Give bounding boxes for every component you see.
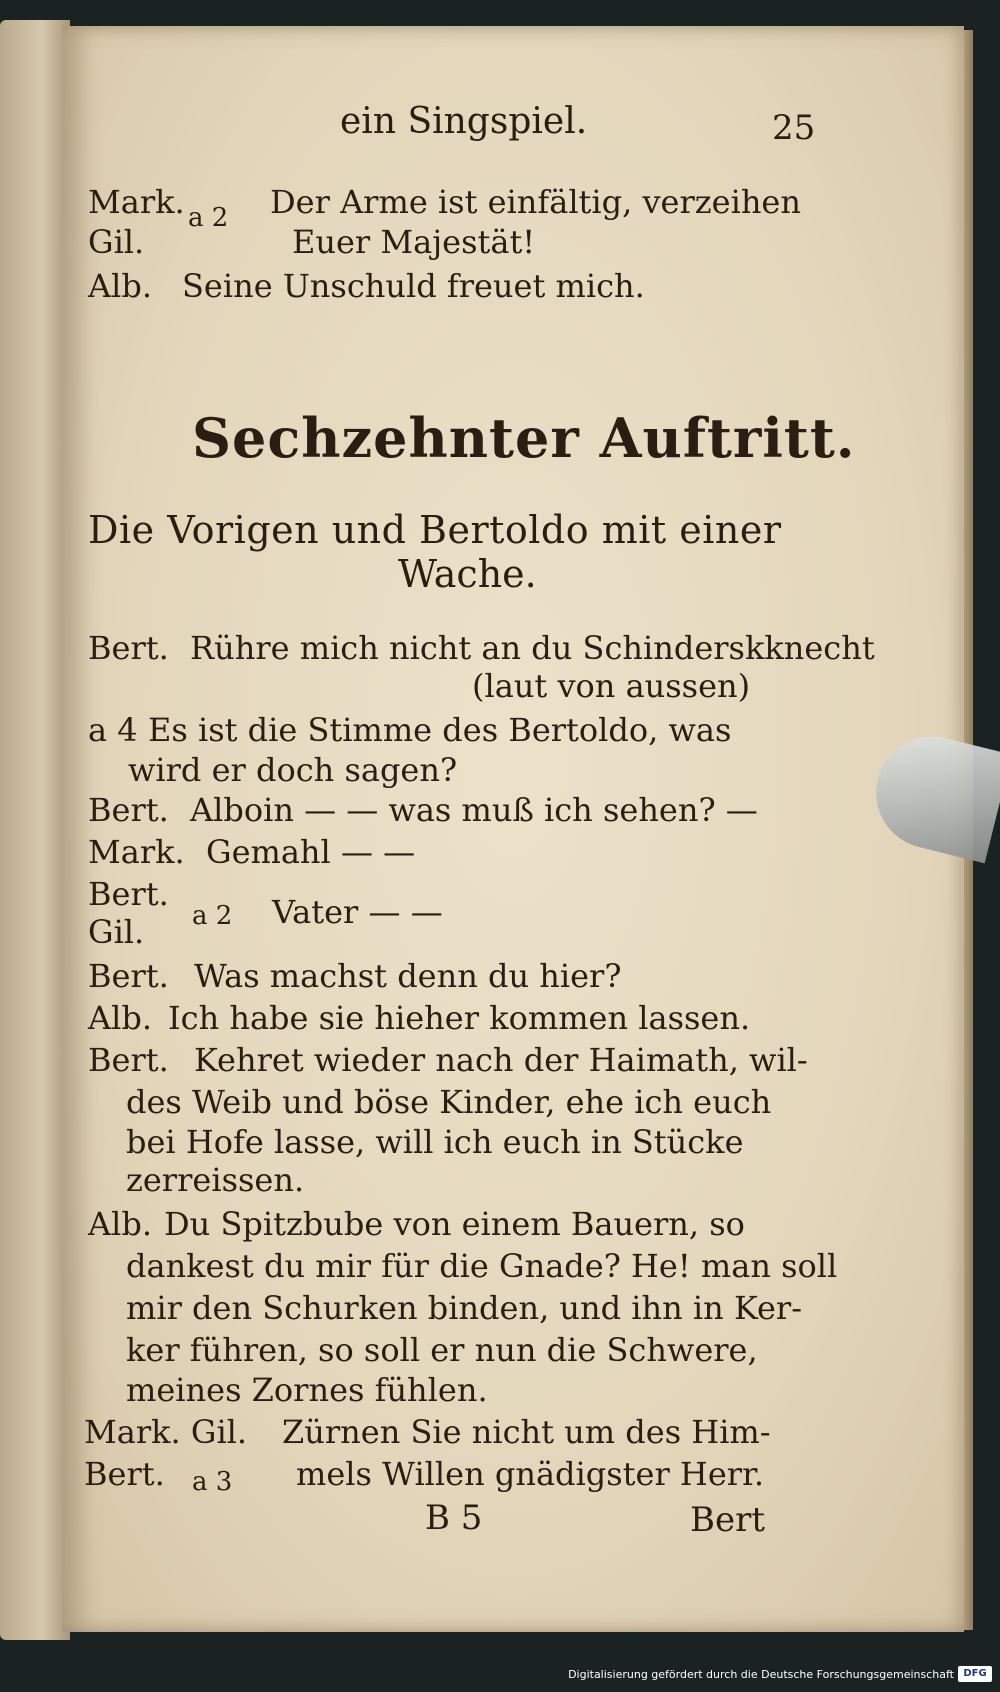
speaker-label: Alb. [88, 267, 152, 305]
dialogue-line: Zürnen Sie nicht um des Him- [282, 1413, 771, 1451]
speaker-label: Bert. [88, 957, 169, 995]
speaker-label: Mark. [88, 183, 185, 221]
dialogue-line: Es ist die Stimme des Bertoldo, was [148, 711, 732, 749]
dialogue-line: Gemahl — — [206, 833, 416, 871]
digitization-credit: Digitalisierung gefördert durch die Deutsche Forschungsgemeinschaft [568, 1668, 954, 1681]
ensemble-marker: a 3 [192, 1467, 233, 1497]
dialogue-line: Was machst denn du hier? [194, 957, 622, 995]
speaker-label: Alb. [88, 1205, 152, 1243]
dialogue-line: Ich habe sie hieher kommen lassen. [168, 999, 751, 1037]
dialogue-line: Der Arme ist einfältig, verzeihen [270, 183, 801, 221]
dialogue-line: Rühre mich nicht an du Schinderskknecht [190, 629, 875, 667]
running-head: ein Singspiel. [340, 101, 588, 142]
speaker-label: Bert. [88, 791, 169, 829]
speaker-label: Bert. [88, 875, 169, 913]
speaker-label: Bert. [88, 1041, 169, 1079]
speaker-label: Mark. [88, 833, 185, 871]
speaker-label: Bert. [84, 1455, 165, 1493]
cast-list: Die Vorigen und Bertoldo mit einer [88, 508, 782, 552]
dialogue-line: Kehret wieder nach der Haimath, wil- [194, 1041, 808, 1079]
facing-page-edge [0, 20, 70, 1640]
signature-mark: B 5 [425, 1498, 483, 1538]
page-number: 25 [772, 108, 816, 148]
speaker-label: a 4 [88, 711, 138, 749]
dfg-logo: DFG [958, 1666, 992, 1682]
ensemble-marker: a 2 [192, 901, 233, 931]
ensemble-marker: a 2 [188, 203, 229, 233]
dialogue-line: Alboin — — was muß ich sehen? — [190, 791, 758, 829]
speaker-label: Alb. [88, 999, 152, 1037]
dialogue-line: Euer Majestät! [292, 223, 536, 261]
dialogue-line: dankest du mir für die Gnade? He! man soll [126, 1247, 838, 1285]
scene-title: Sechzehnter Auftritt. [192, 406, 856, 470]
stage-direction: (laut von aussen) [472, 667, 751, 705]
dialogue-line: meines Zornes fühlen. [126, 1371, 488, 1409]
dialogue-line: wird er doch sagen? [128, 751, 458, 789]
dialogue-line: mir den Schurken binden, und ihn in Ker- [126, 1289, 803, 1327]
catchword: Bert [690, 1500, 766, 1540]
speaker-label: Bert. [88, 629, 169, 667]
dialogue-line: ker führen, so soll er nun die Schwere, [126, 1331, 758, 1369]
speaker-label: Gil. [88, 913, 145, 951]
speaker-label: Mark. Gil. [84, 1413, 248, 1451]
dialogue-line: mels Willen gnädigster Herr. [296, 1455, 765, 1493]
speaker-label: Gil. [88, 223, 145, 261]
dialogue-line: bei Hofe lasse, will ich euch in Stücke [126, 1123, 744, 1161]
dialogue-line: Seine Unschuld freuet mich. [182, 267, 645, 305]
dialogue-line: Du Spitzbube von einem Bauern, so [164, 1205, 745, 1243]
dialogue-line: Vater — — [272, 893, 443, 931]
dialogue-line: des Weib und böse Kinder, ehe ich euch [126, 1083, 772, 1121]
cast-list-continued: Wache. [398, 552, 537, 596]
dialogue-line: zerreissen. [126, 1161, 305, 1199]
